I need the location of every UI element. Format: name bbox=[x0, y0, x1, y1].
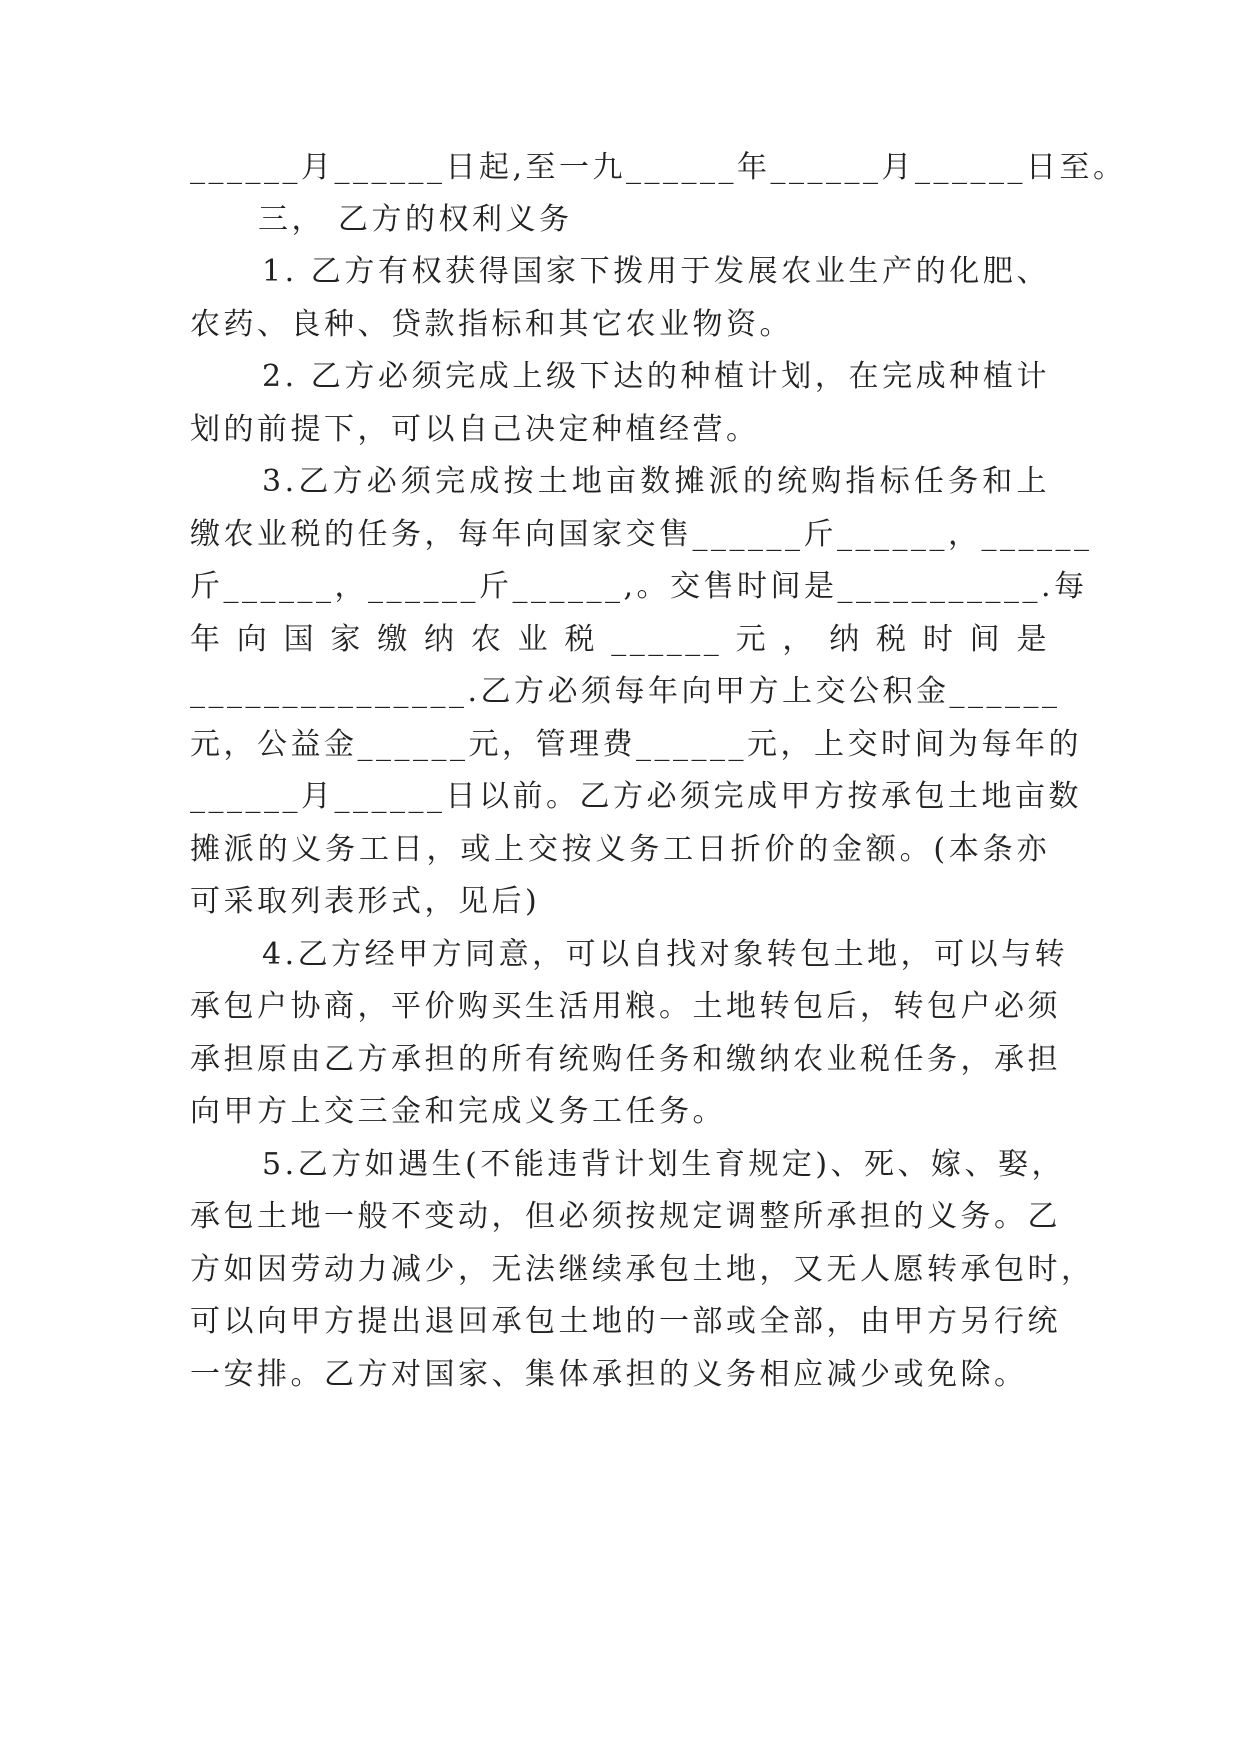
clause-4-line-1: 4.乙方经甲方同意，可以自找对象转包土地，可以与转 bbox=[262, 937, 1069, 972]
clause-4-line-3: 承担原由乙方承担的所有统购任务和缴纳农业税任务，承担 bbox=[190, 1042, 1061, 1077]
clause-4-line-4: 向甲方上交三金和完成义务工任务。 bbox=[190, 1094, 726, 1129]
clause-3-line-7: ______月______日以前。乙方必须完成甲方按承包土地亩数 bbox=[190, 779, 1082, 814]
clause-3-line-1: 3.乙方必须完成按土地亩数摊派的统购指标任务和上 bbox=[262, 464, 1050, 499]
clause-3-line-2: 缴农业税的任务，每年向国家交售______斤______，______ bbox=[190, 517, 1093, 552]
clause-2-line-1: 2. 乙方必须完成上级下达的种植计划，在完成种植计 bbox=[262, 359, 1050, 394]
clause-3-line-6: 元，公益金______元，管理费______元，上交时间为每年的 bbox=[190, 727, 1082, 762]
clause-3-line-9: 可采取列表形式，见后) bbox=[190, 884, 541, 919]
clause-3-line-3: 斤______，______斤______,。交售时间是___________.每 bbox=[190, 569, 1088, 604]
clause-5-line-3: 方如因劳动力减少，无法继续承包土地，又无人愿转承包时， bbox=[190, 1252, 1095, 1287]
clause-3-line-5: _______________.乙方必须每年向甲方上交公积金______ bbox=[190, 674, 1061, 709]
clause-3-line-4: 年向国家缴纳农业税______元，纳税时间是 bbox=[190, 622, 1050, 657]
clause-4-line-2: 承包户协商，平价购买生活用粮。土地转包后，转包户必须 bbox=[190, 989, 1061, 1024]
clause-3-line-8: 摊派的义务工日，或上交按义务工日折价的金额。(本条亦 bbox=[190, 832, 1050, 867]
clause-5-line-4: 可以向甲方提出退回承包土地的一部或全部，由甲方另行统 bbox=[190, 1304, 1061, 1339]
clause-5-line-5: 一安排。乙方对国家、集体承担的义务相应减少或免除。 bbox=[190, 1357, 1028, 1392]
section-heading: 三， 乙方的权利义务 bbox=[258, 202, 573, 237]
text-line-1: ______月______日起,至一九______年______月______日至。 bbox=[190, 150, 1127, 185]
clause-1-line-2: 农药、良种、贷款指标和其它农业物资。 bbox=[190, 307, 793, 342]
clause-5-line-2: 承包土地一般不变动，但必须按规定调整所承担的义务。乙 bbox=[190, 1199, 1061, 1234]
clause-2-line-2: 划的前提下，可以自己决定种植经营。 bbox=[190, 412, 760, 447]
clause-5-line-1: 5.乙方如遇生(不能违背计划生育规定)、死、嫁、娶， bbox=[262, 1147, 1066, 1182]
clause-1-line-1: 1. 乙方有权获得国家下拨用于发展农业生产的化肥、 bbox=[262, 254, 1050, 289]
